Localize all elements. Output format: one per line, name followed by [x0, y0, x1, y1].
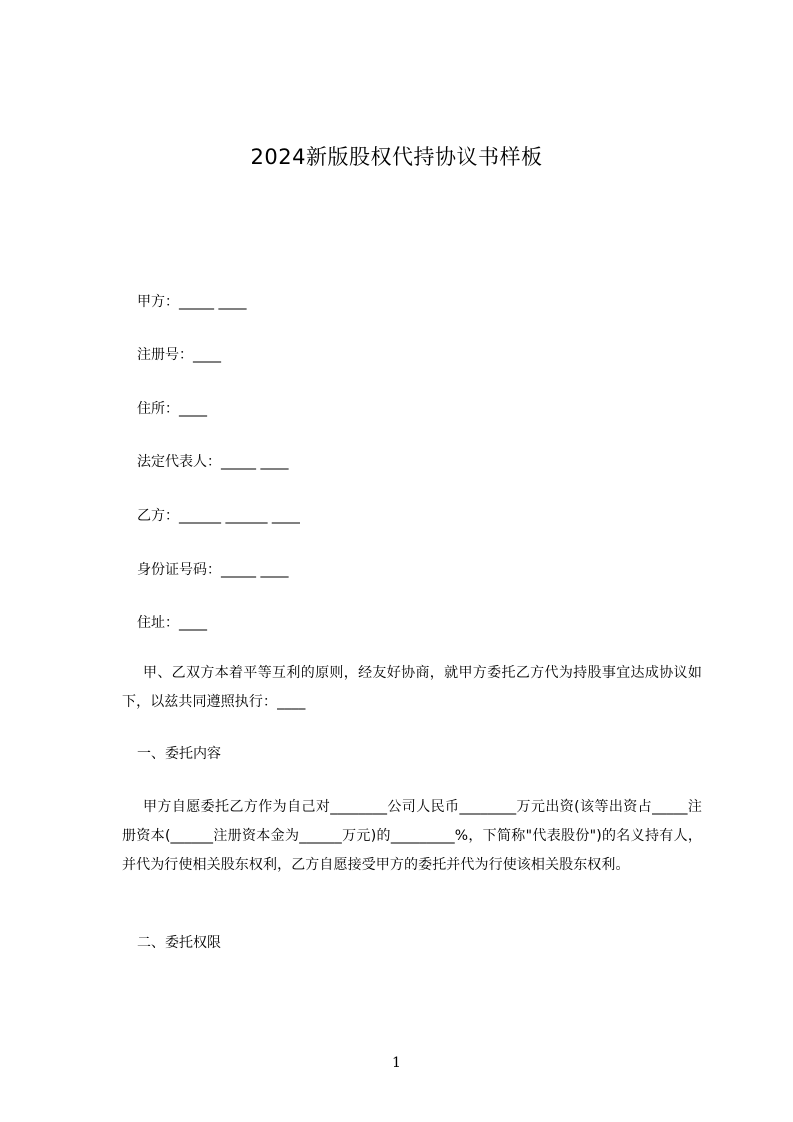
- section2-heading: 二、委托权限: [137, 935, 221, 951]
- address-field: 住址：____: [137, 615, 207, 631]
- party-b-field: 乙方：______ ______ ____: [137, 508, 300, 524]
- section1-paragraph: 甲方自愿委托乙方作为自己对________公司人民币________万元出资(该等出资占_____注册资本(______注册资本金为______万元)的_________%，下简称"代表股份")的名义持有人，并代为行使相关股东权利，乙方自愿接受甲方的委托并代为行使该相关股东权利。: [122, 799, 702, 873]
- residence-field: 住所：____: [137, 401, 207, 417]
- intro-paragraph: 甲、乙双方本着平等互利的原则，经友好协商，就甲方委托乙方代为持股事宜达成协议如下，以兹共同遵照执行：____: [122, 665, 702, 710]
- legal-representative-field: 法定代表人：_____ ____: [137, 454, 289, 470]
- page-number: 1: [392, 1055, 401, 1071]
- party-a-field: 甲方：_____ ____: [137, 294, 247, 310]
- section1-heading: 一、委托内容: [137, 746, 221, 762]
- registration-number-field: 注册号：____: [137, 347, 221, 363]
- document-title: 2024新版股权代持协议书样板: [250, 145, 543, 169]
- id-number-field: 身份证号码：_____ ____: [137, 562, 289, 578]
